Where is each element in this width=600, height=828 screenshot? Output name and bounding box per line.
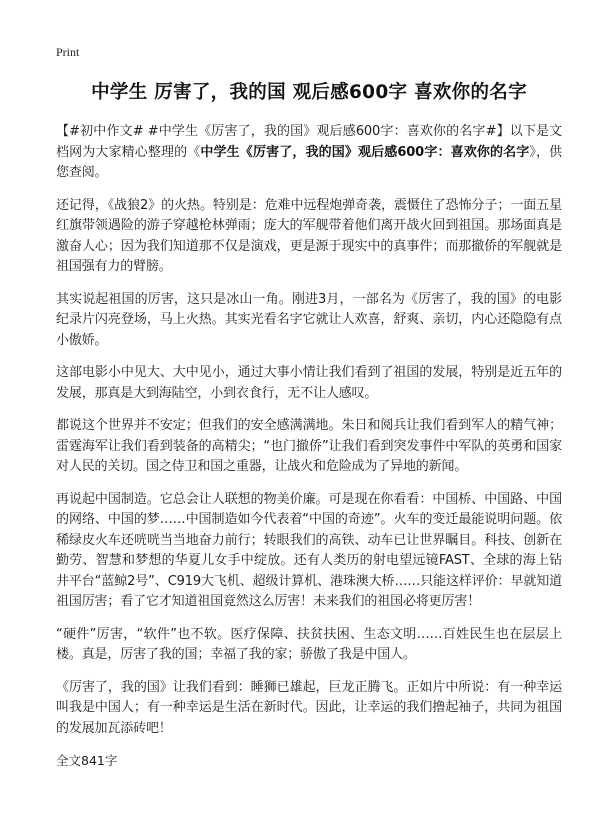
paragraph-7: 《厉害了，我的国》让我们看到：睡狮已雄起，巨龙正腾飞。正如片中所说：有一种幸运叫我是中国人；有一种幸运是生活在新时代。因此，让幸运的我们撸起袖子，共同为祖国的发展加瓦添砖吧！ bbox=[56, 679, 562, 736]
paragraph-5: 再说起中国制造。它总会让人联想的物美价廉。可是现在你看看：中国桥、中国路、中国的网络、中国的梦……中国制造如今代表着“中国的奇迹”。火车的变迁最能说明问题。依稀绿皮火车还咣咣当当地奋力前行；转眼我们的高铁、动车已让世界瞩目。科技、创新在勤劳、智慧和梦想的华夏儿女手中绽放。还有人类历的射电望远镜FAST、全球的海上钻井平台“蓝鲸2号”、C919大飞机、超级计算机、港珠澳大桥……只能这样评价：早就知道祖国厉害；看了它才知道祖国竟然这么厉害！未来我们的祖国必将更厉害！ bbox=[56, 491, 562, 609]
paragraph-6: “硬件”厉害，“软件”也不软。医疗保障、扶贫扶困、生态文明……百姓民生也在层层上楼。真是，厉害了我的国；幸福了我的家；骄傲了我是中国人。 bbox=[56, 626, 562, 662]
intro-tail: 》，供您查阅。 bbox=[56, 144, 562, 180]
paragraph-1: 还记得，《战狼2》的火热。特别是：危难中远程炮弹奇袭，震慑住了恐怖分子；一面五星红旗带领遇险的游子穿越枪林弹雨；庞大的军舰带着他们离开战火回到祖国。那场面真是激奋人心；因为我们知道那不仅是演戏，更是源于现实中的真事件；而那撤侨的军舰就是祖国强有力的臂膀。 bbox=[56, 197, 562, 274]
article-body bbox=[56, 122, 562, 771]
word-count: 全文841字 bbox=[56, 753, 118, 768]
print-link[interactable]: Print bbox=[56, 45, 80, 59]
intro-lead: 以下是文档网为大家精心整理的《 bbox=[56, 124, 562, 160]
intro-bold-title: 中学生《厉害了，我的国》观后感600字：喜欢你的名字 bbox=[200, 144, 530, 160]
paragraph-2: 其实说起祖国的厉害，这只是冰山一角。刚进3月，一部名为《厉害了，我的国》的电影纪录片闪亮登场，马上火热。其实光看名字它就让人欢喜，舒爽、亲切，内心还隐隐有点小傲娇。 bbox=[56, 291, 562, 348]
paragraph-3: 这部电影小中见大、大中见小，通过大事小情让我们看到了祖国的发展，特别是近五年的发展，那真是大到海陆空，小到衣食行，无不让人感叹。 bbox=[56, 365, 562, 401]
paragraph-4: 都说这个世界并不安定；但我们的安全感满满地。朱日和阅兵让我们看到军人的精气神；雷霆海军让我们看到装备的高精尖；“也门撤侨”让我们看到突发事件中军队的英勇和国家对人民的关切。国之侍卫和国之重器，让战火和危险成为了异地的新闻。 bbox=[56, 418, 562, 474]
intro-tag: 【#初中作文# #中学生《厉害了，我的国》观后感600字：喜欢你的名字#】 bbox=[56, 124, 510, 139]
article-title: 中学生 厉害了，我的国 观后感600字 喜欢你的名字 bbox=[91, 82, 527, 103]
intro-paragraph bbox=[56, 122, 562, 184]
